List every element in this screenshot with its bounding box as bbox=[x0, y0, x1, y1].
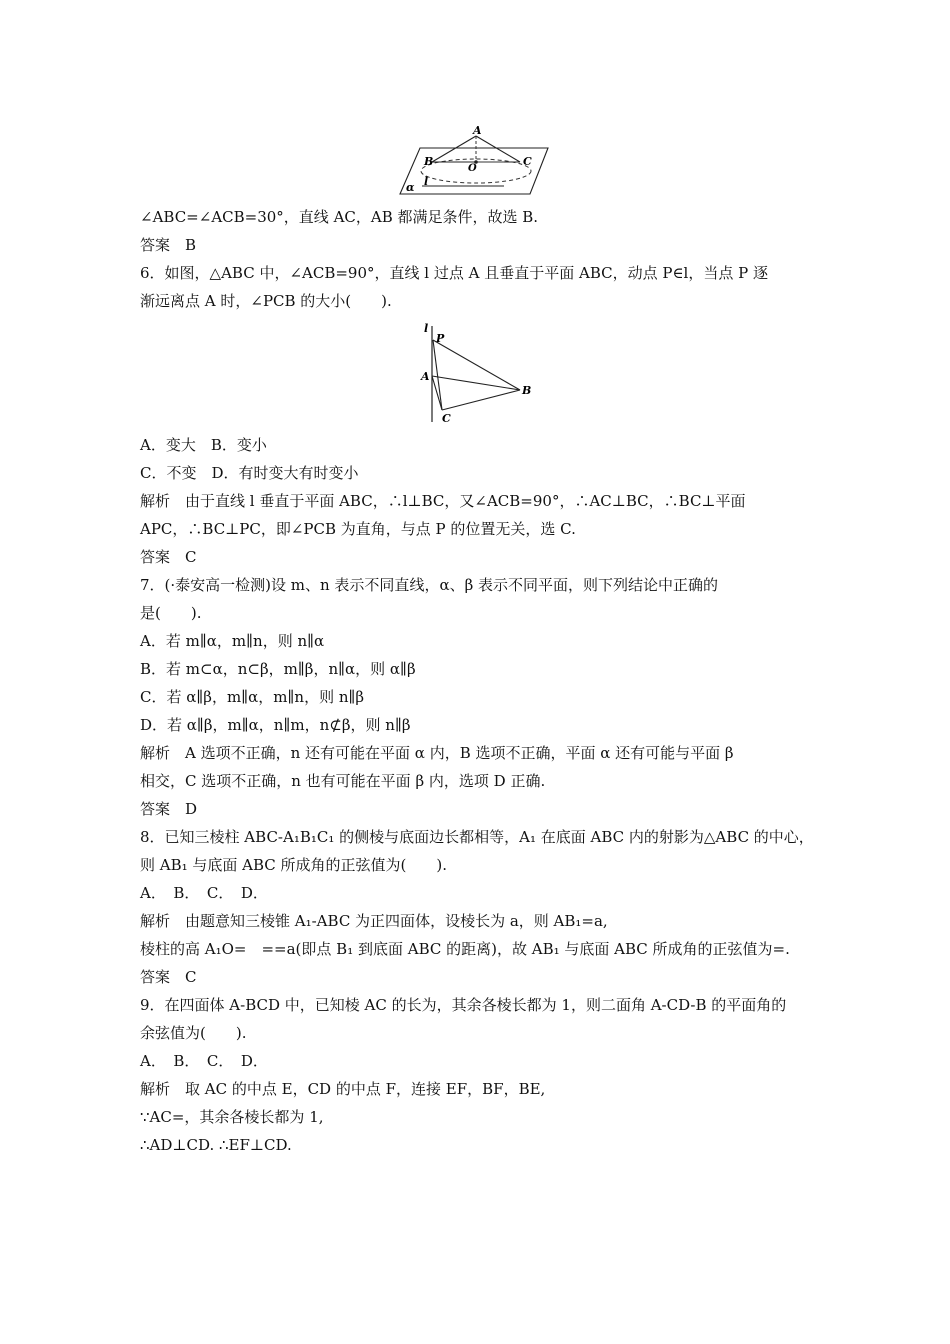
q6-analysis-line-1: 解析 由于直线 l 垂直于平面 ABC，∴l⊥BC，又∠ACB=90°，∴AC⊥BC，∴BC⊥平面 bbox=[140, 492, 746, 510]
question-7-line-1: 7．(·泰安高一检测)设 m、n 表示不同直线，α、β 表示不同平面，则下列结论中正确的 bbox=[140, 576, 719, 594]
answer-q6: 答案 C bbox=[140, 548, 197, 566]
q9-options: A． B． C． D． bbox=[140, 1052, 268, 1070]
edge-AC bbox=[476, 136, 520, 162]
answer-q8: 答案 C bbox=[140, 968, 197, 986]
figure-line-triangle-svg bbox=[416, 320, 536, 430]
q8-options: A． B． C． D． bbox=[140, 884, 268, 902]
edge-AC bbox=[432, 376, 442, 410]
label-A: A bbox=[421, 370, 430, 383]
q8-analysis-line-1: 解析 由题意知三棱锥 A₁-ABC 为正四面体，设棱长为 a，则 AB₁=a, bbox=[140, 912, 608, 930]
label-P: P bbox=[436, 332, 445, 345]
edge-AB bbox=[432, 136, 476, 162]
label-C: C bbox=[442, 412, 451, 425]
figure-plane-triangle bbox=[396, 124, 556, 196]
q7-analysis-line-1: 解析 A 选项不正确，n 还有可能在平面 α 内，B 选项不正确，平面 α 还有可能与平面 β bbox=[140, 744, 734, 762]
text-line-1: ∠ABC=∠ACB=30°，直线 AC，AB 都满足条件，故选 B. bbox=[140, 208, 539, 226]
edge-PB bbox=[433, 340, 520, 390]
q7-option-B: B．若 m⊂α，n⊂β，m∥β，n∥α，则 α∥β bbox=[140, 660, 416, 678]
q9-analysis-line-1: 解析 取 AC 的中点 E，CD 的中点 F，连接 EF，BF，BE, bbox=[140, 1080, 546, 1098]
q9-analysis-line-3: ∴AD⊥CD. ∴EF⊥CD. bbox=[140, 1136, 292, 1154]
question-6-line-1: 6．如图，△ABC 中，∠ACB=90°，直线 l 过点 A 且垂直于平面 ABC，动点 P∈l，当点 P 逐 bbox=[140, 264, 768, 282]
q9-analysis-line-2: ∵AC=，其余各棱长都为 1, bbox=[140, 1108, 324, 1126]
question-9-line-1: 9．在四面体 A-BCD 中，已知棱 AC 的长为，其余各棱长都为 1，则二面角 A-CD-B 的平面角的 bbox=[140, 996, 787, 1014]
label-alpha: α bbox=[406, 181, 415, 194]
label-B: B bbox=[424, 155, 434, 168]
edge-PC bbox=[433, 340, 442, 410]
q6-option-CD: C．不变 D．有时变大有时变小 bbox=[140, 464, 359, 482]
label-B: B bbox=[522, 384, 532, 397]
answer-q5: 答案 B bbox=[140, 236, 197, 254]
answer-q7: 答案 D bbox=[140, 800, 198, 818]
label-A: A bbox=[473, 124, 482, 137]
q7-option-D: D．若 α∥β，m∥α，n∥m，n⊄β，则 n∥β bbox=[140, 716, 411, 734]
q6-option-AB: A．变大 B．变小 bbox=[140, 436, 267, 454]
figure-plane-triangle-svg bbox=[396, 124, 556, 196]
q7-option-C: C．若 α∥β，m∥α，m∥n，则 n∥β bbox=[140, 688, 365, 706]
figure-line-triangle bbox=[416, 320, 536, 430]
q7-option-A: A．若 m∥α，m∥n，则 n∥α bbox=[140, 632, 325, 650]
q7-analysis-line-2: 相交，C 选项不正确，n 也有可能在平面 β 内，选项 D 正确. bbox=[140, 772, 546, 790]
label-O: O bbox=[468, 163, 477, 174]
q8-analysis-line-2: 棱柱的高 A₁O= ==a(即点 B₁ 到底面 ABC 的距离)，故 AB₁ 与底面 ABC 所成角的正弦值为=. bbox=[140, 940, 790, 958]
edge-CB bbox=[442, 390, 520, 410]
question-9-line-2: 余弦值为( ). bbox=[140, 1024, 247, 1042]
label-C: C bbox=[523, 155, 532, 168]
label-l: l bbox=[424, 175, 429, 188]
question-8-line-1: 8．已知三棱柱 ABC-A₁B₁C₁ 的侧棱与底面边长都相等，A₁ 在底面 ABC 内的射影为△ABC 的中心， bbox=[140, 828, 814, 846]
label-l: l bbox=[424, 322, 429, 335]
question-6-line-2: 渐远离点 A 时，∠PCB 的大小( ). bbox=[140, 292, 392, 310]
question-8-line-2: 则 AB₁ 与底面 ABC 所成角的正弦值为( ). bbox=[140, 856, 448, 874]
q6-analysis-line-2: APC，∴BC⊥PC，即∠PCB 为直角，与点 P 的位置无关，选 C. bbox=[140, 520, 576, 538]
question-7-line-2: 是( ). bbox=[140, 604, 202, 622]
